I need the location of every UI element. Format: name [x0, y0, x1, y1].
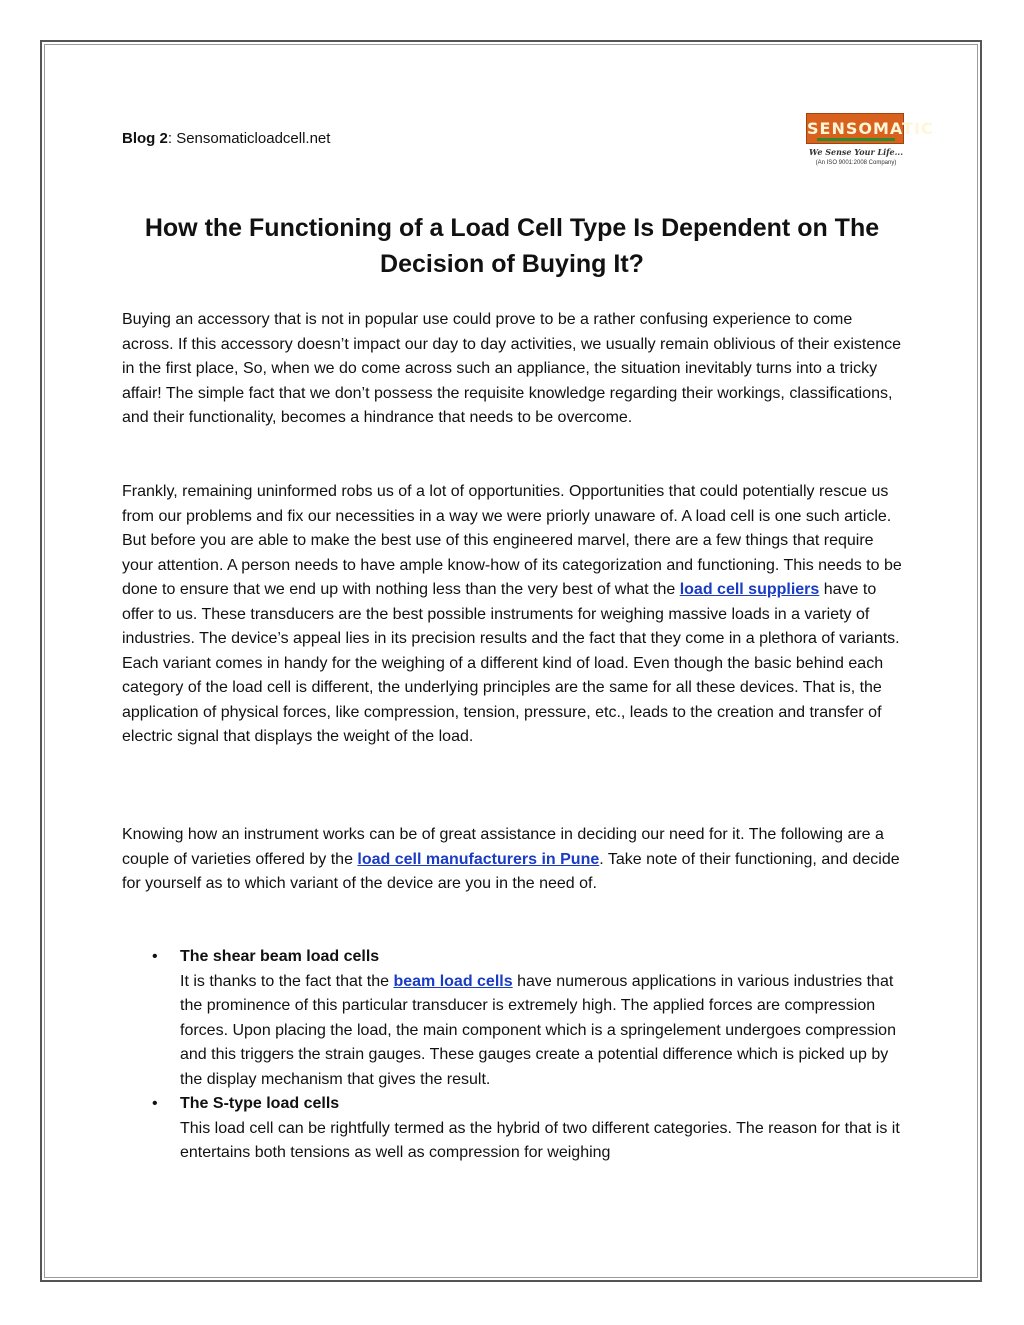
beam-load-cells-link[interactable]: beam load cells: [393, 972, 513, 990]
paragraph-3-after-link: . Take note of their functioning, and decide for yourself as to which variant of the device are you in the need of.: [122, 850, 900, 892]
bullet-icon: •: [152, 1095, 158, 1112]
list-item-title: The shear beam load cells: [180, 948, 380, 965]
paragraph-2-text: [122, 480, 902, 750]
list-item-text: [180, 970, 912, 1093]
logo-badge: [806, 113, 934, 144]
paragraph-2-before-link: Frankly, remaining uninformed robs us of a lot of opportunities. Opportunities that could potentially rescue us from our problems and fix our necessities in a way we were priorly unaware of. A load cell is one such article. But before you are able to make the best use of this engineered marvel, there are a few things that require your attention. A person needs to have ample know-how of its categorization and functioning. This needs to be done to ensure that we end up with nothing less than the very best of what the: [122, 483, 902, 598]
load-cell-manufacturers-link[interactable]: load cell manufacturers in Pune: [357, 850, 600, 868]
logo-tagline: We Sense Your Life...: [809, 147, 903, 157]
blog-site: Sensomaticloadcell.net: [176, 130, 331, 147]
paragraph-3: [122, 823, 902, 897]
bullet-icon: •: [152, 948, 158, 965]
blog-label: Blog 2: [122, 130, 168, 147]
title-line-2: Decision of Buying It?: [380, 250, 644, 278]
list-item-text: This load cell can be rightfully termed as the hybrid of two different categories. The reason for that is it entertains both tensions as well as compression for weighing: [180, 1119, 900, 1161]
paragraph-1-text: Buying an accessory that is not in popular use could prove to be a rather confusing experience to come across. If this accessory doesn’t impact our day to day activities, we usually remain oblivious of their existence in the first place, So, when we do come across such an appliance, the situation inevitably turns into a tricky affair! The simple fact that we don’t possess the requisite knowledge regarding their workings, classifications, and their functionality, becomes a hindrance that needs to be overcome.: [122, 311, 902, 426]
paragraph-1: [122, 308, 902, 431]
list-item-title: The S-type load cells: [180, 1095, 340, 1112]
title-line-1: How the Functioning of a Load Cell Type Is Dependent on The: [144, 214, 880, 242]
load-cell-suppliers-link[interactable]: load cell suppliers: [679, 581, 820, 598]
blog-header: [122, 130, 330, 147]
list-item-before-link: It is thanks to the fact that the: [180, 972, 394, 990]
paragraph-3-text: [122, 823, 902, 897]
logo-accent-bar: [817, 138, 895, 141]
paragraph-2-after-link: have to offer to us. These transducers are the best possible instruments for weighing massive loads in a variety of industries. The device’s appeal lies in its precision results and the fact that they come in a plethora of variants. Each variant comes in handy for the weighing of a different kind of load. Even though the basic behind each category of the load cell is different, the underlying principles are the same for all these devices. That is, the application of physical forces, like compression, tension, pressure, etc., leads to the creation and transfer of electric signal that displays the weight of the load.: [122, 581, 900, 745]
list-item-after-link: have numerous applications in various industries that the prominence of this particular transducer is extremely high. The applied forces are compression forces. Upon placing the load, the main component which is a springelement undergoes compression and this triggers the strain gauges. These gauges create a potential difference which is picked up by the display mechanism that gives the result.: [180, 972, 896, 1088]
logo-certification: (An ISO 9001:2008 Company): [815, 160, 897, 166]
load-cell-types-list: [122, 945, 912, 1166]
paragraph-3-before-link: Knowing how an instrument works can be of great assistance in deciding our need for it. The following are a couple of varieties offered by the: [122, 826, 884, 868]
header-separator: :: [167, 130, 177, 147]
list-item: [122, 945, 912, 1092]
paragraph-2: [122, 480, 902, 750]
sensomatic-logo: [806, 113, 934, 173]
list-item: [122, 1092, 912, 1166]
logo-brand: SENSOMATIC: [807, 119, 934, 138]
page-title: [100, 210, 924, 282]
